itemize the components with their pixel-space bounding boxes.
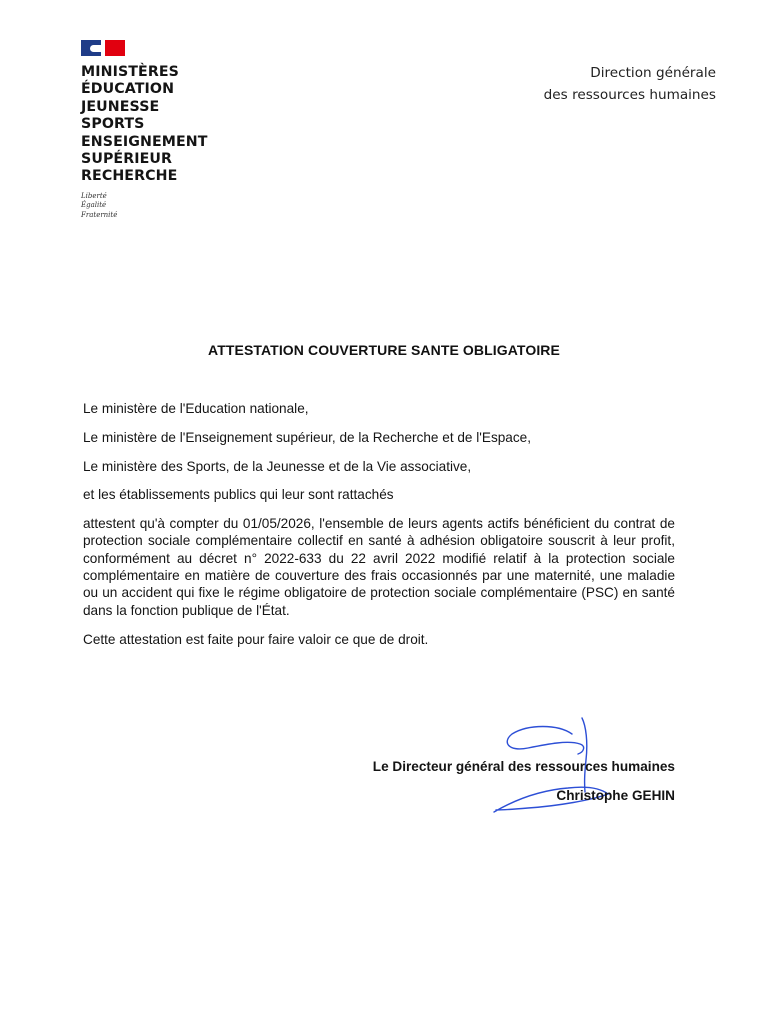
- signatory-name: Christophe GEHIN: [556, 788, 675, 803]
- motto-line: Liberté: [81, 191, 107, 200]
- body-paragraph: Le ministère des Sports, de la Jeunesse et de la Vie associative,: [83, 458, 472, 474]
- ministry-line: ÉDUCATION: [81, 81, 175, 98]
- document-title: ATTESTATION COUVERTURE SANTE OBLIGATOIRE: [208, 342, 560, 358]
- body-paragraph: Le ministère de l'Enseignement supérieur, de la Recherche et de l'Espace,: [83, 429, 532, 445]
- motto-line: Égalité: [81, 201, 107, 210]
- ministries-list: [81, 64, 281, 186]
- body-paragraph: Cette attestation est faite pour faire valoir ce que de droit.: [83, 631, 429, 647]
- directorate-line: des ressources humaines: [543, 87, 716, 103]
- marianne-flag-logo: [81, 40, 125, 56]
- directorate-line: Direction générale: [590, 65, 716, 81]
- document-body: [83, 400, 675, 660]
- ministry-line: SUPÉRIEUR: [81, 151, 173, 168]
- body-paragraph: Le ministère de l'Education nationale,: [83, 401, 309, 416]
- ministry-line: JEUNESSE: [81, 98, 160, 115]
- republic-motto: [81, 192, 281, 221]
- body-paragraph: attestent qu'à compter du 01/05/2026, l'ensemble de leurs agents actifs bénéficient du contrat de protection sociale complémentaire collectif en santé à adhésion obligatoire souscrit à leur profit, conformément au décret n° 2022-633 du 22 avril 2022 modifié relatif à la protection sociale complémentaire en matière de couverture des frais occasionnés par une maternité, une maladie ou un accident qui fixe le régime obligatoire de protection sociale complémentaire (PSC) en santé dans la fonction publique de l'État.: [83, 516, 675, 618]
- ministry-line: ENSEIGNEMENT: [81, 133, 208, 150]
- motto-line: Fraternité: [81, 210, 118, 219]
- signature-block: [373, 752, 675, 810]
- ministry-line: MINISTÈRES: [81, 64, 179, 80]
- signatory-role: Le Directeur général des ressources humaines: [372, 759, 675, 774]
- republic-logo-block: [81, 40, 281, 220]
- ministry-line: RECHERCHE: [81, 168, 178, 185]
- issuing-directorate: [544, 62, 716, 106]
- ministry-line: SPORTS: [81, 116, 145, 133]
- body-paragraph: et les établissements publics qui leur sont rattachés: [83, 487, 394, 503]
